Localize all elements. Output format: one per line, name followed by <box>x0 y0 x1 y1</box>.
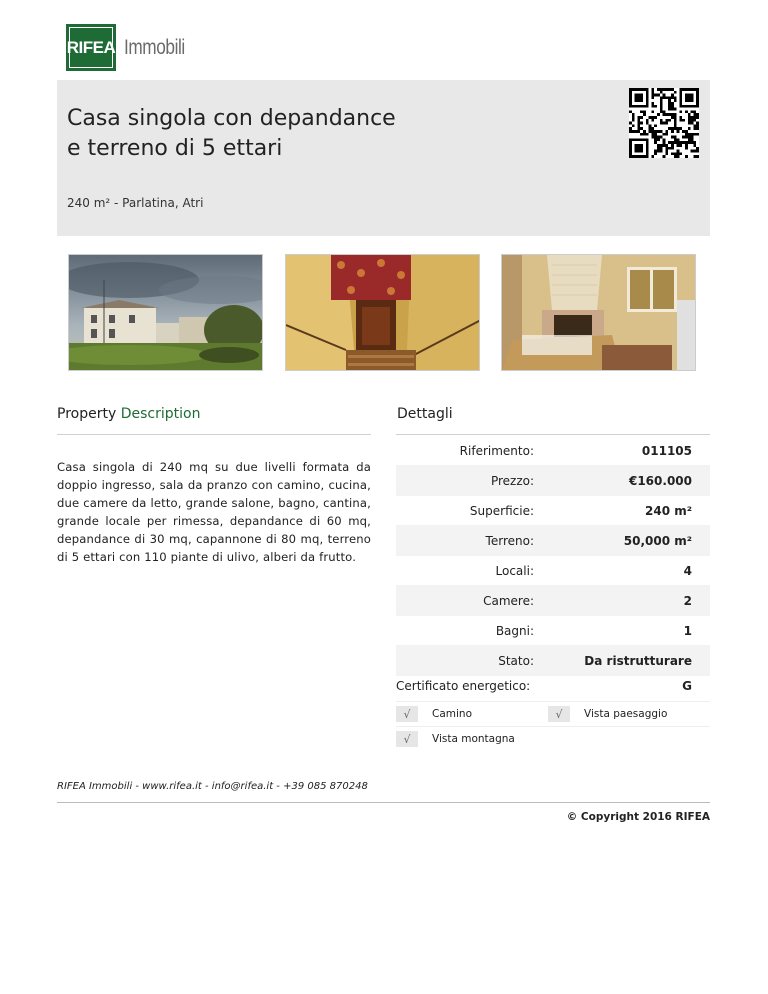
qr-code-icon <box>629 88 699 158</box>
details-row <box>396 616 710 646</box>
details-row <box>396 556 710 586</box>
details-row <box>396 586 710 616</box>
description-heading-part2: Description <box>120 406 201 422</box>
energy-certificate-label: Certificato energetico: <box>396 679 531 693</box>
details-divider <box>396 434 710 435</box>
details-label: Camere: <box>483 593 534 608</box>
feature-item <box>396 706 548 722</box>
features-row <box>396 701 710 726</box>
footer-copyright: © Copyright 2016 RIFEA <box>566 811 710 823</box>
details-row <box>396 496 710 526</box>
details-heading: Dettagli <box>397 406 453 422</box>
description-divider <box>57 434 371 435</box>
footer-contact: RIFEA Immobili - www.rifea.it - info@rifea.it - +39 085 870248 <box>57 781 368 792</box>
details-row <box>396 646 710 676</box>
details-row <box>396 526 710 556</box>
logo-word: Immobili <box>124 35 185 59</box>
check-icon: √ <box>396 706 418 722</box>
details-label: Locali: <box>495 563 534 578</box>
details-label: Riferimento: <box>459 443 534 458</box>
details-label: Prezzo: <box>490 473 534 488</box>
details-label: Bagni: <box>495 623 534 638</box>
details-label: Terreno: <box>485 533 534 548</box>
logo-mark: RIFEA <box>66 24 116 71</box>
details-value: 1 <box>683 623 692 638</box>
details-value: 4 <box>683 563 692 578</box>
listing-title: Casa singola con depandance e terreno di 5 ettari <box>67 106 396 161</box>
details-value: 240 m² <box>645 503 692 518</box>
footer-divider <box>57 802 710 803</box>
details-value: 50,000 m² <box>623 533 692 548</box>
feature-item <box>548 706 700 722</box>
feature-label: Vista paesaggio <box>584 708 668 720</box>
details-table <box>396 436 710 676</box>
details-row <box>396 466 710 496</box>
energy-certificate-row <box>396 679 710 693</box>
description-heading-part1: Property <box>57 406 117 422</box>
details-label: Stato: <box>498 653 534 668</box>
details-value: 2 <box>683 593 692 608</box>
exterior-photo[interactable] <box>68 254 263 371</box>
feature-label: Vista montagna <box>432 733 515 745</box>
check-icon: √ <box>548 706 570 722</box>
feature-item <box>396 731 548 747</box>
features-list <box>396 701 710 751</box>
details-row <box>396 436 710 466</box>
kitchen-photo[interactable] <box>501 254 696 371</box>
features-row <box>396 726 710 751</box>
listing-subtitle: 240 m² - Parlatina, Atri <box>67 196 204 210</box>
listing-header <box>57 80 710 236</box>
description-text: Casa singola di 240 mq su due livelli formata da doppio ingresso, sala da pranzo con camino, cucina, due camere da letto, grande salone, bagno, cantina, grande locale per rimessa, depandance di 60 mq, depandance di 30 mq, capannone di 80 mq, terreno di 5 ettari con 110 piante di ulivo, alberi da frutto. <box>57 460 371 564</box>
description-heading <box>57 406 200 422</box>
details-label: Superficie: <box>469 503 534 518</box>
details-value: €160.000 <box>628 473 692 488</box>
check-icon: √ <box>396 731 418 747</box>
staircase-photo[interactable] <box>285 254 480 371</box>
brand-logo <box>66 24 198 71</box>
energy-certificate-value: G <box>682 679 692 693</box>
feature-label: Camino <box>432 708 472 720</box>
details-value: 011105 <box>641 443 692 458</box>
details-value: Da ristrutturare <box>584 653 692 668</box>
